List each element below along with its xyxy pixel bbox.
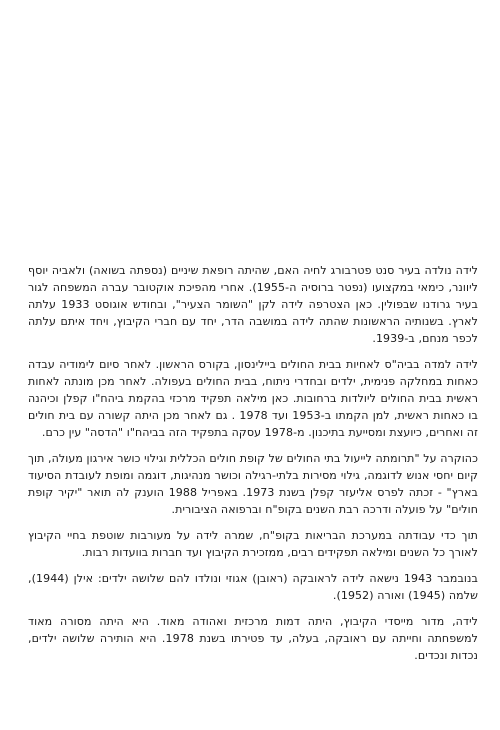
biography-text [28, 262, 478, 664]
paragraph-awards: כהוקרה על "תרומתה לייעול בתי החולים של קופת חולים הכללית וגילוי כושר אירגון מעולה, תוך קיום יחסי אנוש לדוגמה, גילוי מסירות בלתי-רגילה וכושר מנהיגות, דוגמה ומופת לעובדת הסיעוד בארץ" - זכתה לפרס אליעזר קפלן בשנת 1973. באפריל 1988 הוענק לה תואר "יקיר קופת חולים" על פועלה ודרכה רבת השנים בקופ"ח וברפואה הציבורית. [28, 452, 478, 516]
paragraph-kibbutz-involvement: תוך כדי עבודתה במערכת הבריאות בקופ"ח, שמרה לידה על מעורבות שוטפת בחיי הקיבוץ לאורך כל השנים ומילאה תפקידים רבים, ממזכירת הקיבוץ ועד חברות בוועדות רבות. [28, 529, 478, 559]
paragraph-birth-and-aliyah: לידה נולדה בעיר סנט פטרבורג לחיה האם, שהיתה רופאת שיניים (נספתה בשואה) ולאביה יוסף ליוונר, כימאי במקצועו (נפטר ברוסיה ה-1955). אחרי מהפיכת אוקטובר עברה המשפחה לגור בעיר גרודנו שבפולין. כאן הצטרפה לידה לקן "השומר הצעיר", ובחודש אוגוסט 1933 עלתה לארץ. בשנותיה הראשונות שהתה לידה במושבה הדר, יחד עם חברי הקיבוץ, ויחד איתם עלתה לכפר מנחם, ב-1939. [28, 264, 478, 345]
paragraph-nursing-career: לידה למדה בביה"ס לאחיות בבית החולים ביילינסון, בקורס הראשון. לאחר סיום לימודיה עבדה כאחות במחלקה פנימית, ילדים ובחדרי ניתוח, בבית החולים בעפולה. לאחר מכן מונתה לאחות ראשית בבית החולים ליולדות ברחובות. כאן מילאה תפקיד מרכזי בהקמת ביהח"ו קפלן וכיהנה בו כאחות ראשית, למן הקמתו ב-1953 ועד 1978 . גם לאחר מכן היתה קשורה עם בית חולים זה ואחרים, כיועצת ומסייעת בתיכנון. מ-1978 עסקה בתפקיד הזה בביהח"ו "הדסה" עין כרם. [28, 358, 478, 439]
paragraph-legacy: לידה, מדור מייסדי הקיבוץ, היתה דמות מרכזית ואהודה מאוד. היא היתה מסורה מאוד למשפחתה וחייתה עם ראובקה, בעלה, עד פטירתו בשנת 1978. היא הותירה שלושה ילדים, נכדות ונכדים. [28, 615, 479, 662]
paragraph-marriage-and-children: בנובמבר 1943 נישאה לידה לראובקה (ראובן) אגוזי ונולדו להם שלושה ילדים: אילן (1944), שלמה (1945) ואורה (1952). [28, 572, 478, 602]
